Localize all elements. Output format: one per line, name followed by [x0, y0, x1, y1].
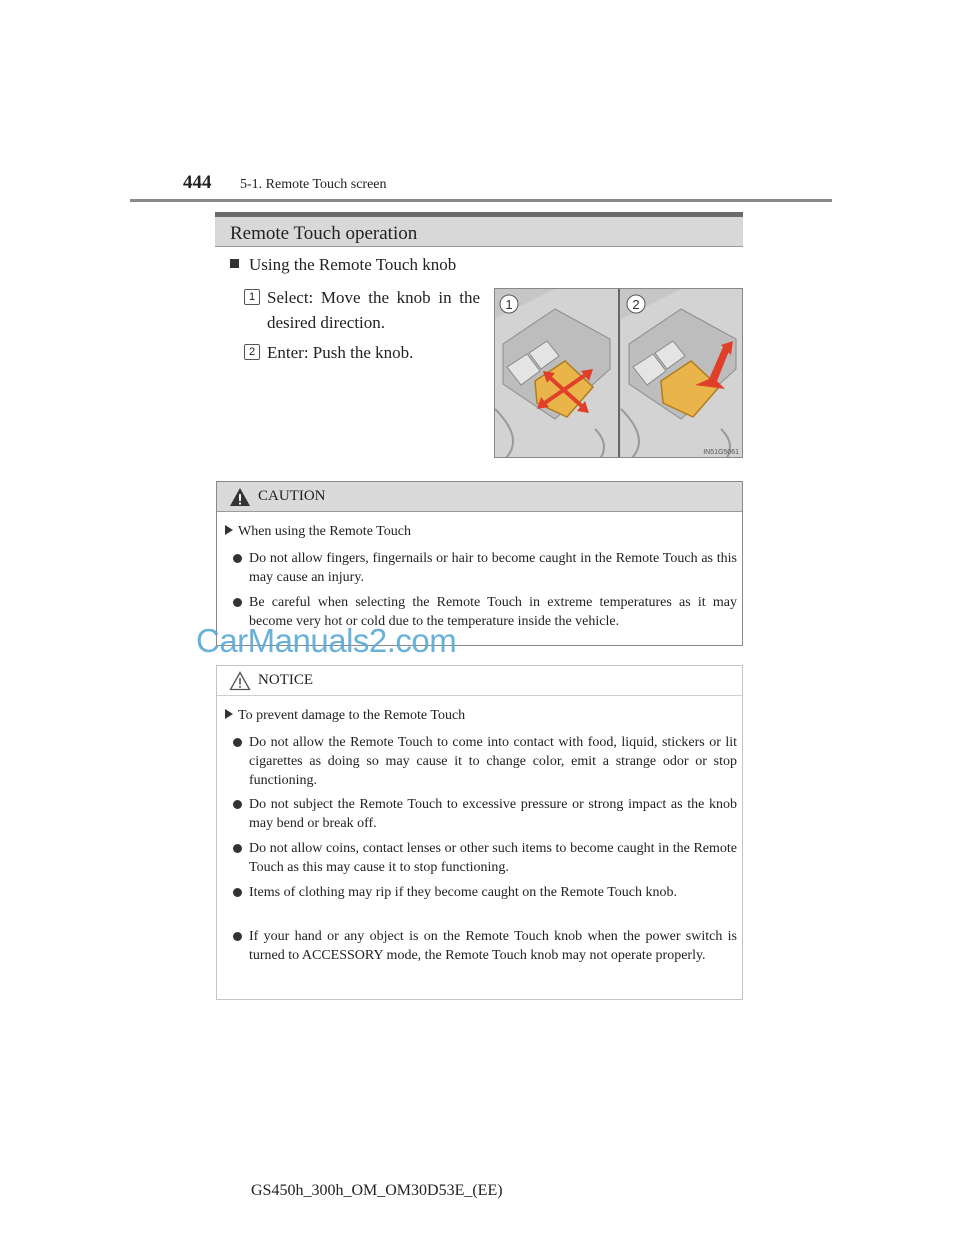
- notice-bullet-text-4: Items of clothing may rip if they become caught on the Remote Touch knob.: [249, 885, 677, 900]
- heading-bar: [215, 212, 743, 247]
- notice-bullet-3: [233, 839, 737, 877]
- triangle-bullet-icon: [225, 525, 233, 535]
- dot-bullet-icon: [233, 932, 242, 941]
- notice-header: [217, 666, 742, 696]
- figure-label-2: 2: [632, 297, 640, 312]
- step-text-2: Enter: Push the knob.: [267, 343, 414, 362]
- caution-header: [217, 482, 742, 512]
- figure-code: IN51G5061: [703, 449, 739, 456]
- caution-bullet-text-1: Do not allow fingers, fingernails or hair to become caught in the Remote Touch as this may cause an injury.: [249, 551, 737, 585]
- heading-title: Remote Touch operation: [230, 223, 418, 244]
- watermark: CarManuals2.com: [196, 622, 457, 659]
- square-bullet-icon: [230, 259, 239, 268]
- dot-bullet-icon: [233, 800, 242, 809]
- step-1: [244, 285, 480, 335]
- notice-bullet-5: [233, 927, 737, 965]
- caution-subhead: [225, 524, 411, 540]
- step-number-2: 2: [244, 344, 260, 360]
- caution-bullet-text-2: Be careful when selecting the Remote Touch in extreme temperatures as it may become very hot or cold due to the temperature inside the vehicle.: [249, 595, 737, 629]
- notice-bullet-text-2: Do not subject the Remote Touch to excessive pressure or strong impact as the knob may bend or break off.: [249, 797, 737, 831]
- figure-label-1: 1: [505, 297, 513, 312]
- triangle-bullet-icon: [225, 709, 233, 719]
- dot-bullet-icon: [233, 554, 242, 563]
- footer-code: GS450h_300h_OM_OM30D53E_(EE): [251, 1182, 503, 1199]
- remote-touch-figure: [494, 288, 743, 458]
- notice-subhead: [225, 708, 465, 724]
- notice-bullet-4: [233, 883, 737, 902]
- caution-title: CAUTION: [258, 488, 326, 504]
- notice-bullet-2: [233, 795, 737, 833]
- notice-bullet-text-5: If your hand or any object is on the Remote Touch knob when the power switch is turned to ACCESSORY mode, the Remote Touch knob may not operate properly.: [249, 929, 737, 963]
- dot-bullet-icon: [233, 738, 242, 747]
- notice-title: NOTICE: [258, 672, 313, 688]
- notice-bullet-1: [233, 733, 737, 790]
- header-rule: [130, 199, 832, 202]
- subhead: [230, 255, 456, 275]
- figure-panel-right: [621, 289, 743, 458]
- step-text-1: Select: Move the knob in the desired direction.: [267, 288, 480, 332]
- figure-illustration: [495, 289, 743, 458]
- subhead-text: Using the Remote Touch knob: [249, 255, 457, 274]
- warning-triangle-icon: [229, 487, 251, 507]
- dot-bullet-icon: [233, 844, 242, 853]
- step-2: [244, 340, 480, 365]
- dot-bullet-icon: [233, 598, 242, 607]
- notice-subhead-text: To prevent damage to the Remote Touch: [238, 708, 466, 723]
- page-number: 444: [183, 172, 212, 193]
- notice-box: [216, 665, 743, 1000]
- notice-bullet-text-3: Do not allow coins, contact lenses or other such items to become caught in the Remote Touch as this may cause it to stop functioning.: [249, 841, 737, 875]
- notice-bullet-text-1: Do not allow the Remote Touch to come into contact with food, liquid, stickers or lit cigarettes as doing so may cause it to change color, emit a strange odor or stop functioning.: [249, 735, 737, 788]
- caution-bullet-1: [233, 549, 737, 587]
- caution-subhead-text: When using the Remote Touch: [238, 524, 411, 539]
- dot-bullet-icon: [233, 888, 242, 897]
- warning-triangle-icon: [229, 671, 251, 691]
- step-number-1: 1: [244, 289, 260, 305]
- section-title: 5-1. Remote Touch screen: [240, 177, 387, 192]
- figure-panel-left: [495, 289, 618, 458]
